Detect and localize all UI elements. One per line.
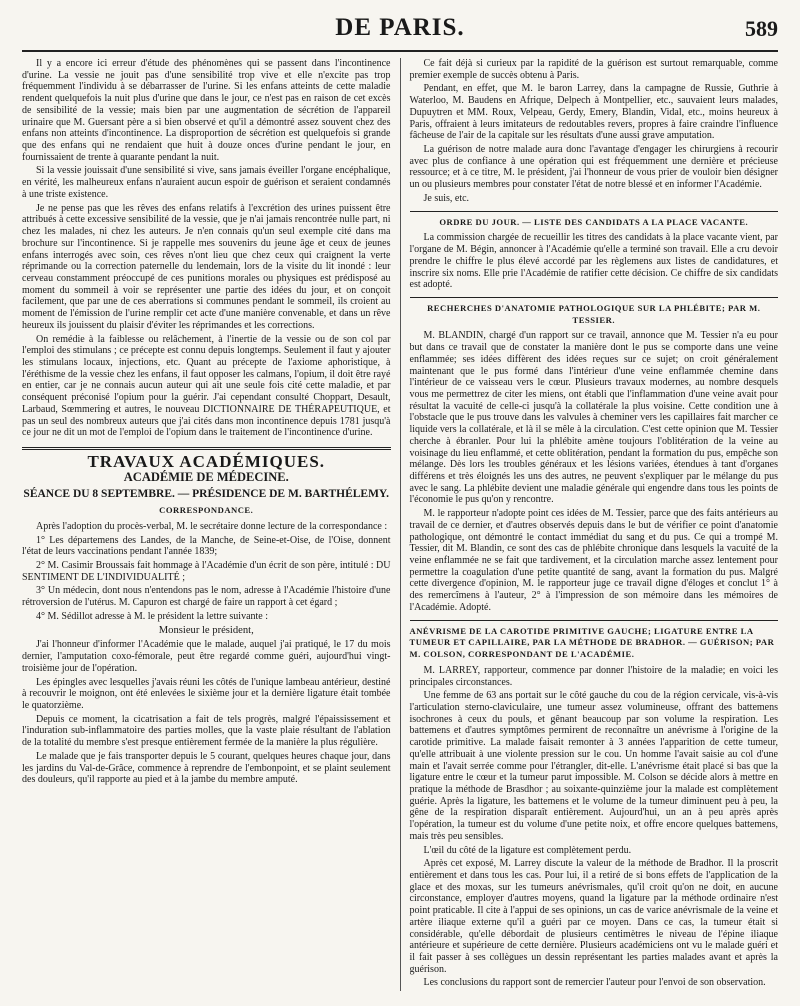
paragraph: Une femme de 63 ans portait sur le côté gauche du cou de la région cervicale, vis-à-vis l'articulation sterno-claviculaire, une tumeur assez volumineuse, offrant des battemens isochrones à ceux du pouls, et gênant beaucoup par son volume la respiration. Les battemens et d'autres symptômes permirent de reconnaître un anévrisme à l'origine de la carotide primitive. La malade faisait remonter à 3 années l'apparition de cette tumeur, qu'elle attribuait à une violente pression sur le cou. Un homme l'avait saisie au col d'une main et l'avait serrée comme pour l'étrangler, dit-elle. L'anévrisme était placé si bas que la ligature entre le cœur et la tumeur parut impossible. M. Colson se décide alors à mettre en pratique la méthode de Brasdhor ; au soixante-quinzième jour la malade est complètement guérie. Après la ligature, les battemens et le volume de la tumeur diminuent peu à peu, la gêne de la respiration disparaît entièrement. Aujourd'hui, un an à peu après après l'opération, la tumeur est du volume d'une petite noix, et offre encore quelques battemens, mais très peu sensibles. (409, 690, 778, 842)
paragraph: J'ai l'honneur d'informer l'Académie que le malade, auquel j'ai pratiqué, le 17 du mois dernier, l'amputation coxo-fémorale, peut être regardé comme guéri, aujourd'hui vingt-troisième jour de l'opération. (22, 639, 391, 674)
letter-signoff: Je suis, etc. (423, 192, 470, 204)
divider (410, 211, 779, 212)
paragraph: M. BLANDIN, chargé d'un rapport sur ce travail, annonce que M. Tessier n'a eu pour but dans ce travail que de constater la manière dont le pus se comporte dans une veine enflammée; ses idées diffèrent des idées reçues sur ce sujet; on croit généralement maintenant que le pus formé dans l'intérieur d'une veine enflammée chemine dans l'intérieur de ce vaisseau vers le cœur. Plusieurs travaux modernes, au nombre desquels vous me permettrez de citer les miens, ont établi que l'inflammation d'une veine avait pour résultat la vacuité de celle-ci jusqu'à la collatérale la plus voisine. Cette condition une à l'obstacle que le pus trouve dans les valvules à cheminer vers les capillaires fait marcher ce liquide vers la collatérale, et là il se mêle à la circulation. C'est cette opinion que M. Tessier cherche à ébranler. Pour lui la phlébite amène toujours l'oblitération de la veine au voisinage du lieu enflammé, et cette oblitération, pendant la formation du pus, empêche son mélange. Dès lors les troubles généraux et les lésions variées, étendues à tant d'organes différens et très éloignés les uns des autres, ne peuvent s'expliquer par le mélange du pus avec le sang. La phlébite devient une maladie générale qui engendre dans tous les points de l'économie le pus qu'on y rencontre. (409, 330, 778, 506)
paragraph: Après l'adoption du procès-verbal, M. le secrétaire donne lecture de la correspondance : (36, 520, 388, 532)
correspondance-heading: CORRESPONDANCE. (159, 505, 254, 516)
columns (22, 58, 778, 991)
paragraph: Si la vessie jouissait d'une sensibilité si vive, sans jamais éveiller l'organe encéphalique, en vérité, les malheureux enfans n'auraient aucun espoir de guérison et seraient condamnés à une triste existence. (22, 165, 391, 200)
paragraph: Les conclusions du rapport sont de remercier l'auteur pour l'envoi de son observation. (423, 977, 766, 989)
paragraph: 3° Un médecin, dont nous n'entendons pas le nom, adresse à l'Académie l'histoire d'une rétroversion de l'utérus. M. Capuron est chargé de faire un rapport à cet égard ; (22, 585, 391, 609)
paragraph: M. le rapporteur n'adopte point ces idées de M. Tessier, parce que des faits antérieurs au travail de ce dernier, et d'autres observés depuis dans le but de vérifier ce point d'anatomie pathologique, ont démontré le contact immédiat du sang et du pus. Ce qui a trompé M. Tessier, dit M. Blandin, ce sont des cas de phlébite chronique dans lesquels la vacuité de la veine enflammée ne se fait que tardivement, et la circulation marche assez lentement pour permettre la coagulation d'une petite quantité de sang, avant la formation du pus. Malgré cette divergence d'opinion, M. le rapporteur juge ce travail digne d'éloges et conclut 1° à des remercîmens à l'auteur, 2° à l'impression de son mémoire dans les mémoires de l'Académie. Adopté. (409, 508, 778, 613)
paragraph: M. LARREY, rapporteur, commence par donner l'histoire de la maladie; en voici les principales circonstances. (409, 664, 778, 688)
paragraph: Je ne pense pas que les rêves des enfans relatifs à l'excrétion des urines puissent être attribués à cette excessive sensibilité de la vessie, que je n'ai jamais rencontrée nulle part, ni chez les malades, ni chez les auteurs. Je n'en connais qu'un seul exemple cité dans ma brochure sur l'incontinence. Si je rappelle mes souvenirs du jeune âge et ceux de jeunes enfans interrogés avec soin, ces rêves n'ont lieu que chez ceux qui craignent la verte réprimande ou la correction paternelle du lendemain, lors de la visite du lit inondé : leur cerveau constamment préoccupé de ces punitions morales ou physiques est prédisposé au moment du sommeil à voir se représenter une partie des idées du jour, et on conçoit facilement, que par une de ces aberrations si communes pendant le sommeil, ils croient au moment de l'émission de l'urine remplir cet acte d'une manière convenable, et dans un rêve heureux ils jouissent du plaisir d'éviter les réprimandes et les corrections. (22, 202, 391, 331)
masthead-title: DE PARIS. (335, 14, 465, 41)
paragraph: Le malade que je fais transporter depuis le 5 courant, quelques heures chaque jour, dans les jardins du Val-de-Grâce, commence à reprendre de l'embonpoint, et se plaint seulement des douleurs, qu'il rapporte au pied et à la jambe du membre amputé. (22, 750, 391, 786)
paragraph: Ce fait déjà si curieux par la rapidité de la guérison est surtout remarquable, comme premier exemple de succès obtenu à Paris. (409, 58, 778, 81)
paragraph: Les épingles avec lesquelles j'avais réuni les côtés de l'unique lambeau antérieur, destiné à recouvrir le moignon, ont été enlevées le sixième jour et la dernière ligature était tombée le quatorzième. (22, 676, 391, 711)
paragraph: L'œil du côté de la ligature est complètement perdu. (423, 844, 632, 856)
paragraph: 1° Les départemens des Landes, de la Manche, de Seine-et-Oise, de l'Oise, donnent l'état de leurs vaccinations pendant l'année 1839; (22, 534, 391, 558)
section-divider (22, 447, 391, 450)
left-column (22, 58, 401, 991)
right-column (401, 58, 779, 991)
page-header (22, 10, 778, 52)
paragraph: La guérison de notre malade aura donc l'avantage d'engager les chirurgiens à recourir avec plus de confiance à une opération qui est fréquemment une dernière et précieuse ressource; et à ce titre, M. le président, j'ai l'honneur de vous prier de vouloir bien désigner un ou plusieurs membres pour constater l'état de notre blessé et en informer l'Académie. (409, 144, 778, 191)
paragraph: Il y a encore ici erreur d'étude des phénomènes qui se passent dans l'incontinence d'urine. La vessie ne jouit pas d'une sensibilité trop vive et elle n'excite pas trop fréquemment l'individu à se débarrasser de l'urine. Si les enfans atteints de cette maladie rendent quelquefois la nuit plus d'urine que dans le jour, ce n'est pas en raison de cet excès de sensibilité de la vessie; mais bien par une augmentation de sécrétion de l'appareil urinaire que M. Guersant père a si bien observé et qu'il a démontré assez souvent chez des enfans non atteints d'incontinence. La disproportion de sécrétion est quelquefois si grande que des enfans qui ne rendaient que huit à douze onces d'urine pendant le jour, en fournissaient de trente à quarante pendant la nuit. (22, 58, 391, 163)
paragraph: 4° M. Sédillot adresse à M. le président la lettre suivante : (36, 610, 268, 622)
seance-heading: SÉANCE DU 8 SEPTEMBRE. — PRÉSIDENCE DE M. BARTHÉLEMY. (23, 488, 390, 501)
paragraph: Pendant, en effet, que M. le baron Larrey, dans la campagne de Russie, Guthrie à Waterloo, M. Baudens en Afrique, Delpech à Montpellier, etc., sauvaient leurs malades, Dupuytren et MM. Roux, Velpeau, Gerdy, Emery, Blandin, Vidal, etc., moins heureux à Paris, offraient à leurs imitateurs de redoutables revers, propres à faire craindre l'influence fâcheuse de l'air de la capitale sur les résultats d'une aussi grave amputation. (409, 83, 778, 142)
paragraph: La commission chargée de recueillir les titres des candidats à la place vacante vient, par l'organe de M. Bégin, annoncer à l'Académie qu'elle a terminé son travail. Elle a cru devoir prendre le chiffre le plus élevé accordé par les règlemens aux listes de candidatures, et inscrire six noms. Elle prie l'Académie de ratifier cette décision. Ce chiffre de six candidats est adopté. (409, 232, 778, 291)
letter-salutation: Monsieur le président, (158, 624, 254, 636)
academy-heading: ACADÉMIE DE MÉDECINE. (123, 469, 289, 484)
phlebite-heading: RECHERCHES D'ANATOMIE PATHOLOGIQUE SUR LA PHLÉBITE; PAR M. TESSIER. (427, 302, 761, 325)
divider (410, 620, 779, 621)
anevrisme-heading: ANÉVRISME DE LA CAROTIDE PRIMITIVE GAUCHE; LIGATURE ENTRE LA TUMEUR ET CAPILLAIRE, PAR LA MÉTHODE DE BRADHOR. — GUÉRISON; PAR M. COLSON, CORRESPONDANT DE L'ACADÉMIE. (409, 625, 775, 660)
paragraph: On remédie à la faiblesse ou relâchement, à l'inertie de la vessie ou de son col par l'emploi des stimulans ; ce précepte est connu depuis longtemps. Seulement il faut y ajouter les stimulans locaux, injections, etc. Quant au précepte de l'axiome aphoristique, à l'éréthisme de la vessie chez les enfans, il faut opposer les calmans, l'opium, il doit être rayé en entier, car je ne connais aucun auteur qui ait une seule fois cité cette maladie, et par conséquent préconisé l'opium pour la guérir. J'ai cependant consulté Choppart, Desault, Larbaud, Sœmmering et autres, le nouveau DICTIONNAIRE DE THÉRAPEUTIQUE, et pas un seul des nombreux auteurs que j'ai cités dans mon incontinence depuis 1781 jusqu'à ce jour ne dit un mot de l'emploi de l'opium dans le traitement de l'incontinence d'urine. (22, 333, 391, 439)
section-title: TRAVAUX ACADÉMIQUES. (87, 452, 326, 471)
paragraph: 2° M. Casimir Broussais fait hommage à l'Académie d'un écrit de son père, intitulé : DU SENTIMENT DE L'INDIVIDUALITÉ ; (22, 560, 391, 583)
paragraph: Après cet exposé, M. Larrey discute la valeur de la méthode de Bradhor. Il la proscrit entièrement et dans tous les cas. Pour lui, il a retiré de si bons effets de l'application de la glace et des moxas, sur les tumeurs anévrismales, qu'il croit qu'on ne doit, en aucune circonstance, employer d'autres moyens, quand la ligature par la méthode ordinaire n'est point praticable. Il cite à l'appui de ses opinions, un cas de varice anévrismale de la veine et artère iliaque externe qu'il a guéri par ce moyen. Dans ce cas, la tumeur était si considérable, qu'elle débordait de plusieurs centimètres le niveau de l'épine iliaque antérieure et supérieure de cette dernière. Plusieurs académiciens ont vu le malade guéri et il fait passer à ses collègues un dessin représentant les parties malades avant et après la guérison. (409, 858, 778, 975)
divider (410, 297, 779, 298)
paragraph: Depuis ce moment, la cicatrisation a fait de tels progrès, malgré l'épaississement et l'induration sub-inflammatoire des parties molles, que la vaste plaie résultant de l'ablation de la totalité du membre s'est presque entièrement fermée de la manière la plus régulière. (22, 713, 391, 749)
ordre-heading: ORDRE DU JOUR. — LISTE DES CANDIDATS A LA PLACE VACANTE. (439, 216, 749, 227)
page-number: 589 (745, 16, 778, 41)
